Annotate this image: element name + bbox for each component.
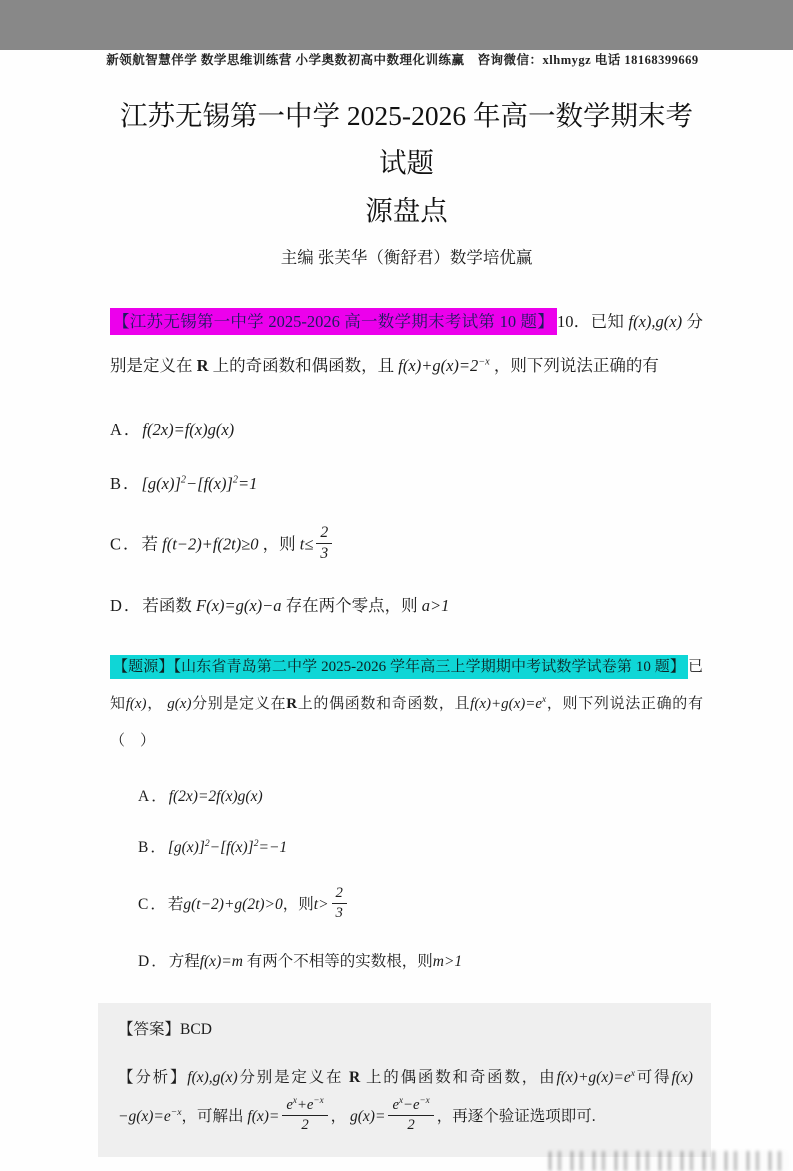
question2-option-b (138, 836, 703, 861)
math-equation: $f(x)+g(x)=e^x$ (470, 694, 547, 712)
question2-text: 已知 (110, 659, 703, 712)
answer-value: BCD (180, 1020, 212, 1038)
math-equation: $f(x)+g(x)=2^{-x}$ (398, 356, 490, 376)
question1-option-c (110, 523, 703, 565)
option-label: D． (138, 952, 169, 970)
fraction-numerator: $e^x-e^{-x}$ (388, 1097, 433, 1116)
analysis-paragraph (118, 1059, 693, 1137)
option-text: ，则 (258, 534, 300, 554)
question2-text: ， (146, 695, 168, 712)
math-fx: f(x) (125, 695, 147, 712)
question1-option-b (110, 471, 703, 497)
analysis-text: 上的偶函数和奇函数，由 (360, 1069, 557, 1087)
document-page (0, 50, 793, 1171)
math-equation: $f(x)+g(x)=e^x$ (556, 1067, 635, 1087)
question1-text: 分别是定义在 (110, 311, 704, 376)
answer-analysis-box (98, 1003, 711, 1157)
math-exponent: −x (478, 356, 490, 368)
question2-option-c (138, 887, 703, 924)
question2-option-a (138, 785, 703, 810)
option-math: f(x)=m (199, 952, 243, 970)
option-math: f(t−2)+f(2t)≥0 (162, 534, 259, 554)
option-math: t≤ (299, 534, 314, 554)
math-equation: $f(x)-g(x)=e^{-x}$ (118, 1069, 693, 1125)
option-math: g(t−2)+g(2t)>0 (183, 896, 283, 914)
question2-text: 上的偶函数和奇函数，且 (297, 695, 471, 712)
fraction-denominator: 2 (301, 1116, 309, 1133)
option-text: 若 (141, 534, 163, 554)
question2-text: ，则下列说法正确的有（ ） (110, 695, 703, 749)
option-label: D． (110, 595, 143, 615)
fraction-denominator: 2 (407, 1116, 415, 1133)
option-text: 有两个不相等的实数根，则 (242, 952, 433, 970)
editor-credit: 主编 张芙华（衡舒君）数学培优赢 (280, 247, 533, 267)
math-reals-symbol: R (286, 695, 298, 712)
option-math: f(2x)=f(x)g(x) (142, 419, 235, 439)
option-label: A． (138, 788, 169, 806)
option-text: 若 (167, 896, 184, 914)
analysis-label: 【分析】 (118, 1069, 188, 1087)
option-math: F(x)=g(x)−a (196, 595, 282, 615)
question1-text: ，则下列说法正确的有 (489, 356, 659, 376)
analysis-text: ， (330, 1107, 351, 1125)
math-fx-gx: f(x),g(x) (187, 1069, 238, 1087)
fraction (388, 1094, 433, 1134)
math-equation: f(x)= (247, 1107, 280, 1125)
page-title (110, 92, 703, 234)
option-label: B． (138, 839, 168, 857)
fraction-denominator: 3 (335, 904, 343, 921)
question1-option-d (110, 593, 703, 619)
math-reals-symbol: R (196, 356, 209, 376)
option-math: a>1 (421, 595, 450, 615)
question1-text: 上的奇函数和偶函数，且 (208, 356, 399, 376)
page-title-line1: 江苏无锡第一中学 2025-2026 年高一数学期末考试题 (120, 100, 693, 179)
fraction (282, 1094, 327, 1134)
option-math: $[g(x)]^2-[f(x)]^2=-1$ (167, 838, 288, 857)
option-label: B． (110, 474, 142, 494)
option-label: C． (138, 896, 168, 914)
answer-label: 【答案】 (118, 1020, 181, 1038)
analysis-text: ，可解出 (181, 1107, 248, 1125)
question1-option-a (110, 417, 703, 443)
question1-text: 10．已知 (557, 311, 629, 331)
option-text: ，则 (282, 896, 314, 914)
fraction-denominator: 3 (320, 544, 329, 562)
fraction (316, 524, 332, 563)
math-fx-gx: f(x),g(x) (628, 311, 683, 331)
analysis-text: 可得 (634, 1069, 672, 1087)
question2-paragraph (110, 649, 703, 759)
option-math: t> (313, 896, 329, 914)
option-label: C． (110, 534, 142, 554)
bottom-watermark-smudge (549, 1151, 789, 1171)
option-text: 方程 (168, 952, 200, 970)
math-gx: g(x) (167, 695, 192, 712)
math-equation: g(x)= (350, 1107, 386, 1125)
option-math: $[g(x)]^2-[f(x)]^2=1$ (141, 474, 258, 494)
question1-source-tag-highlight: 【江苏无锡第一中学 2025-2026 高一数学期末考试第 10 题】 (110, 308, 557, 335)
math-reals-symbol: R (349, 1069, 361, 1087)
option-math: f(2x)=2f(x)g(x) (168, 788, 263, 806)
option-text: 存在两个零点，则 (281, 595, 422, 615)
page-title-line2: 源盘点 (365, 194, 448, 226)
fraction-numerator: 2 (332, 885, 347, 904)
question2-option-d (138, 950, 703, 975)
option-text: 若函数 (142, 595, 197, 615)
question2-text: 分别是定义在 (191, 695, 287, 712)
question2-source-tag-highlight: 【题源】【山东省青岛第二中学 2025-2026 学年高三上学期期中考试数学试卷第 10 题】 (110, 655, 688, 679)
fraction-numerator: 2 (316, 524, 332, 544)
analysis-text: 分别是定义在 (237, 1069, 350, 1087)
math-exponent: x (542, 694, 547, 705)
question1-paragraph (110, 300, 703, 389)
option-label: A． (110, 419, 143, 439)
answer-line (118, 1017, 693, 1043)
fraction-numerator: $e^x+e^{-x}$ (282, 1097, 327, 1116)
analysis-text: ，再逐个验证选项即可. (436, 1107, 596, 1125)
page-header-contact-line: 新领航智慧伴学 数学思维训练营 小学奥数初高中数理化训练赢 咨询微信：xlhmygz 电话 18168399669 (106, 53, 699, 67)
fraction (332, 885, 347, 922)
option-math: m>1 (432, 952, 463, 970)
